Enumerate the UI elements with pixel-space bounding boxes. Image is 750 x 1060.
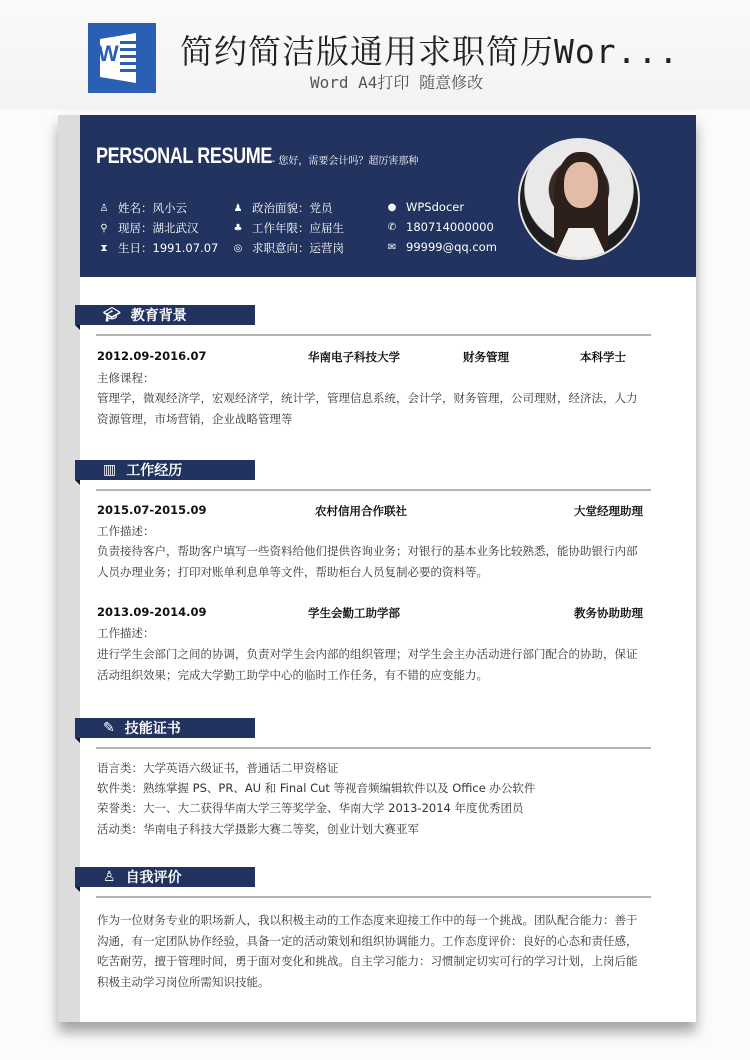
info-location — [98, 220, 199, 236]
info-work-years — [232, 220, 344, 236]
work-desc-line: 负责接待客户，帮助客户填写一些资料给他们提供咨询业务；对银行的基本业务比较熟悉，能协助银行内部 — [97, 544, 638, 558]
info-text: 现居：湖北武汉 — [118, 221, 199, 235]
location-icon: ⚲ — [100, 222, 108, 234]
info-text: 政治面貌：党员 — [252, 201, 333, 215]
courses-line: 资源管理，市场营销，企业战略管理等 — [97, 412, 293, 426]
work-org: 学生会勤工助学部 — [308, 606, 400, 620]
info-text: 姓名：风小云 — [118, 201, 187, 215]
work-date: 2015.07-2015.09 — [97, 503, 207, 517]
skill-line: 荣誉类：大一、大二获得华南大学三等奖学金、华南大学 2013-2014 年度优秀团员 — [97, 801, 524, 815]
graduation-cap-icon: 🎓︎ — [103, 307, 121, 323]
info-text: 99999@qq.com — [406, 240, 497, 254]
info-text: 工作年限：应届生 — [252, 221, 344, 235]
info-text: 生日：1991.07.07 — [118, 241, 219, 255]
section-title: 技能证书 — [124, 721, 181, 737]
section-title: 教育背景 — [130, 308, 187, 324]
edu-major: 财务管理 — [463, 350, 509, 364]
target-icon: ◎ — [233, 242, 243, 254]
profile-photo — [518, 138, 640, 260]
person-icon: ♙ — [99, 202, 109, 214]
info-text: 求职意向：运营岗 — [252, 241, 344, 255]
info-politics — [232, 200, 333, 216]
self-line: 吃苦耐劳，擅于管理时间，勇于面对变化和挑战。自主学习能力：习惯制定切实可行的学习计划，上岗后能 — [97, 954, 638, 968]
word-icon — [88, 23, 156, 93]
courses-line: 管理学，微观经济学，宏观经济学，统计学，管理信息系统，会计学，财务管理，公司理财，经济法，人力 — [97, 391, 638, 405]
skill-line: 软件类：熟练掌握 PS、PR、AU 和 Final Cut 等视音频编辑软件以及 Office 办公软件 — [97, 781, 536, 795]
section-title: 工作经历 — [126, 463, 183, 479]
info-wechat — [386, 200, 464, 214]
edu-date: 2012.09-2016.07 — [97, 349, 207, 363]
phone-icon: ✆ — [387, 221, 397, 233]
self-line: 积极主动学习岗位所需知识技能。 — [97, 975, 270, 989]
info-text: WPSdocer — [406, 200, 465, 214]
info-birthday — [98, 240, 218, 256]
person-icon: ♙ — [103, 869, 116, 885]
skill-line: 活动类：华南电子科技大学摄影大赛二等奖，创业计划大赛亚军 — [97, 822, 419, 836]
banner-subtitle: Word A4打印 随意修改 — [310, 73, 484, 92]
mail-icon: ✉ — [387, 241, 397, 253]
section-title: 自我评价 — [125, 870, 182, 886]
politics-icon: ♟ — [233, 202, 243, 214]
info-email — [386, 240, 497, 254]
resume-page — [58, 115, 696, 1022]
resume-header — [80, 115, 696, 277]
courses-label: 主修课程： — [97, 371, 155, 385]
chart-icon: ▥ — [103, 462, 117, 478]
work-desc-line: 人员办理业务；打印对账单利息单等文件，帮助柜台人员复制必要的资料等。 — [97, 565, 488, 579]
work-desc-line: 活动组织效果；完成大学勤工助学中心的临时工作任务，有不错的应变能力。 — [97, 668, 488, 682]
edu-degree: 本科学士 — [580, 350, 626, 364]
info-objective — [232, 240, 344, 256]
work-desc-line: 进行学生会部门之间的协调，负责对学生会内部的组织管理；对学生会主办活动进行部门配合的协助，保证 — [97, 647, 638, 661]
hourglass-icon: ⧗ — [100, 242, 108, 254]
banner — [0, 0, 750, 110]
edu-school: 华南电子科技大学 — [308, 350, 400, 364]
info-name — [98, 200, 187, 216]
work-desc-label: 工作描述： — [97, 524, 155, 538]
banner-title: 简约简洁版通用求职简历Wor... — [180, 32, 680, 71]
info-text: W — [98, 41, 119, 66]
work-role: 大堂经理助理 — [574, 504, 643, 518]
work-desc-label: 工作描述： — [97, 626, 155, 640]
work-years-icon: ♣ — [233, 222, 243, 234]
work-org: 农村信用合作联社 — [315, 504, 407, 518]
greeting: -- 您好，需要会计吗？超厉害那种 — [268, 156, 419, 167]
tag-icon: ✎ — [103, 720, 115, 736]
skill-line: 语言类：大学英语六级证书，普通话二甲资格证 — [97, 761, 339, 775]
resume-title: PERSONAL RESUME — [96, 143, 272, 168]
info-phone — [386, 220, 494, 234]
self-line: 沟通，有一定团队协作经验，具备一定的活动策划和组织协调能力。工作态度评价：良好的心态和责任感， — [97, 934, 638, 948]
info-text: 180714000000 — [406, 220, 494, 234]
wechat-icon: ● — [387, 201, 397, 213]
work-date: 2013.09-2014.09 — [97, 605, 207, 619]
work-role: 教务协助助理 — [574, 606, 643, 620]
self-line: 作为一位财务专业的职场新人，我以积极主动的工作态度来迎接工作中的每一个挑战。团队配合能力：善于 — [97, 913, 638, 927]
